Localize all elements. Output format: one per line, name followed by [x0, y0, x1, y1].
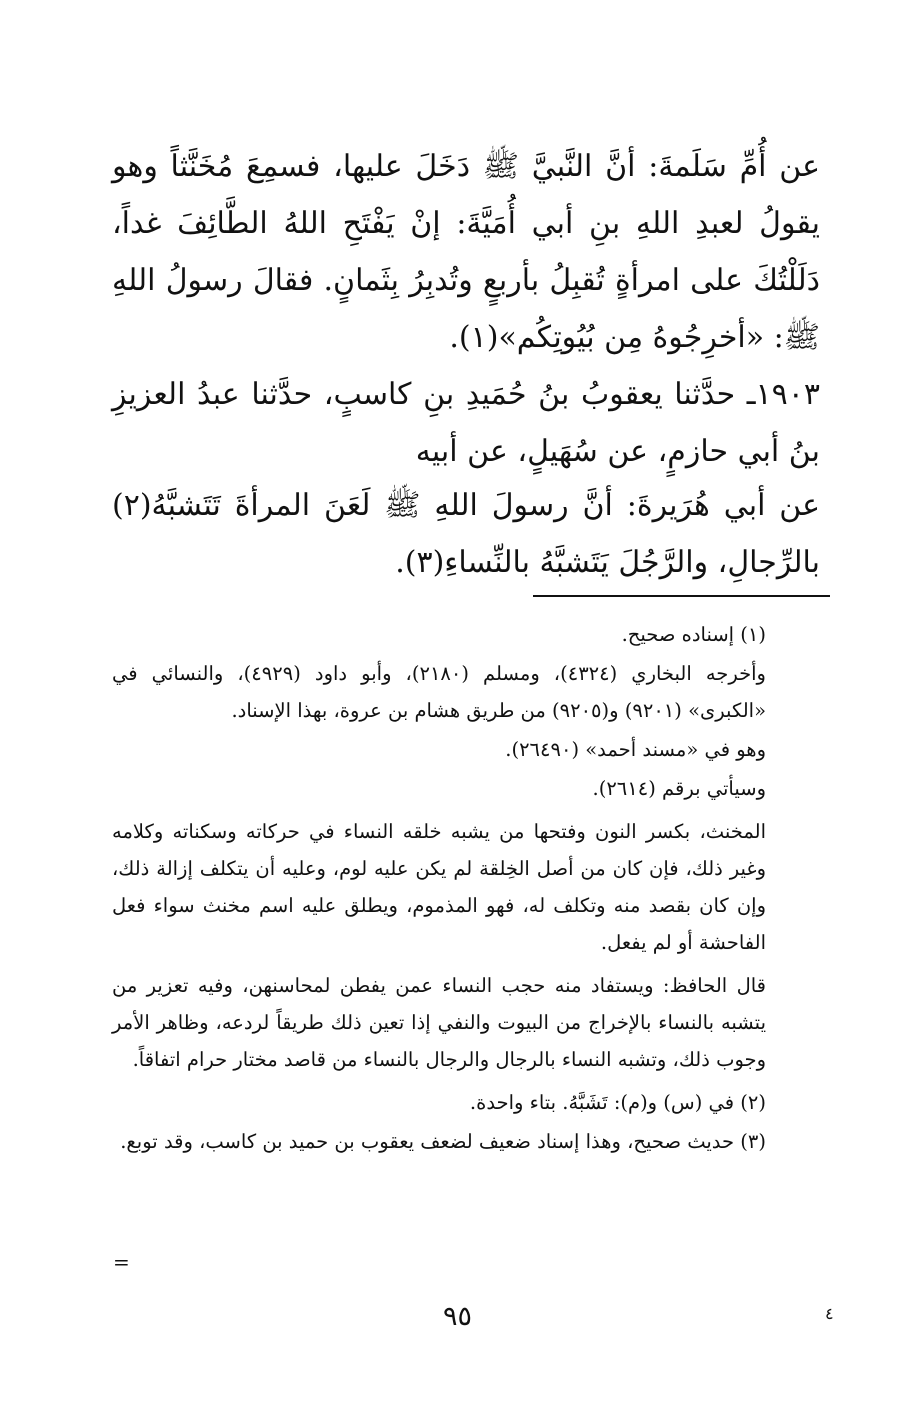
footnotes	[112, 616, 820, 1162]
footnote-1-sources: وأخرجه البخاري (٤٣٢٤)، ومسلم (٢١٨٠)، وأبو داود (٤٩٢٩)، والنسائي في «الكبرى» (٩٢٠١) و(٩٢٠٥) من طريق هشام بن عروة، بهذا الإسناد.	[112, 662, 766, 722]
footnote-1-hafiz: قال الحافظ: ويستفاد منه حجب النساء عمن يفطن لمحاسنهن، وفيه تعزير من يتشبه بالنساء بالإخراج من البيوت والنفي إذا تعين ذلك طريقاً لردعه، وظاهر الأمر وجوب ذلك، وتشبه النساء بالرجال والرجال بالنساء من قاصد مختار حرام اتفاقاً.	[112, 974, 766, 1071]
footnote-3: (٣) حديث صحيح، وهذا إسناد ضعيف لضعف يعقوب بن حميد بن كاسب، وقد توبع.	[120, 1130, 766, 1153]
hadith-matn-1903: عن أبي هُرَيرةَ: أنَّ رسولَ اللهِ ﷺ لَعَنَ المرأةَ تَتَشبَّهُ(٢) بالرِّجالِ، والرَّجُلَ يَتَشبَّهُ بالنِّساءِ(٣).	[112, 488, 820, 580]
hadith-paragraph-1: عن أُمِّ سَلَمةَ: أنَّ النَّبيَّ ﷺ دَخَلَ عليها، فسمِعَ مُخَنَّثاً وهو يقولُ لعبدِ اللهِ بنِ أبي أُمَيَّةَ: إنْ يَفْتَحِ اللهُ الطَّائِفَ غداً، دَلَلْتُكَ على امرأةٍ تُقبِلُ بأربعٍ وتُدبِرُ بِثَمانٍ. فقالَ رسولُ اللهِ ﷺ: «أخرِجُوهُ مِن بُيُوتِكُم»(١).	[112, 149, 820, 355]
footnote-1-ahmad: وهو في «مسند أحمد» (٢٦٤٩٠).	[505, 738, 766, 761]
hadith-isnad-1903: ١٩٠٣ـ حدَّثنا يعقوبُ بنُ حُمَيدِ بنِ كاسبٍ، حدَّثنا عبدُ العزيزِ بنُ أبي حازمٍ، عن سُهَيلٍ، عن أبيه	[112, 377, 820, 469]
footnote-1-definition: المخنث، بكسر النون وفتحها من يشبه خلقه النساء في حركاته وسكناته وكلامه وغير ذلك، فإن كان من أصل الخِلقة لم يكن عليه لوم، وعليه أن يتكلف إزالة ذلك، وإن كان بقصد منه وتكلف له، فهو المذموم، ويطلق عليه اسم مخنث سواء فعل الفاحشة أو لم يفعل.	[112, 820, 766, 954]
footnote-2: (٢) في (س) و(م): تَشَبَّهُ. بتاء واحدة.	[469, 1091, 766, 1114]
footnote-1-see: وسيأتي برقم (٢٦١٤).	[592, 777, 766, 800]
signature-mark: ٤	[825, 1304, 834, 1323]
page-number: ٩٥	[442, 1301, 472, 1332]
footnote-separator	[533, 595, 830, 597]
footnote-1-head: (١) إسناده صحيح.	[621, 623, 766, 646]
continuation-mark: =	[113, 1250, 130, 1274]
